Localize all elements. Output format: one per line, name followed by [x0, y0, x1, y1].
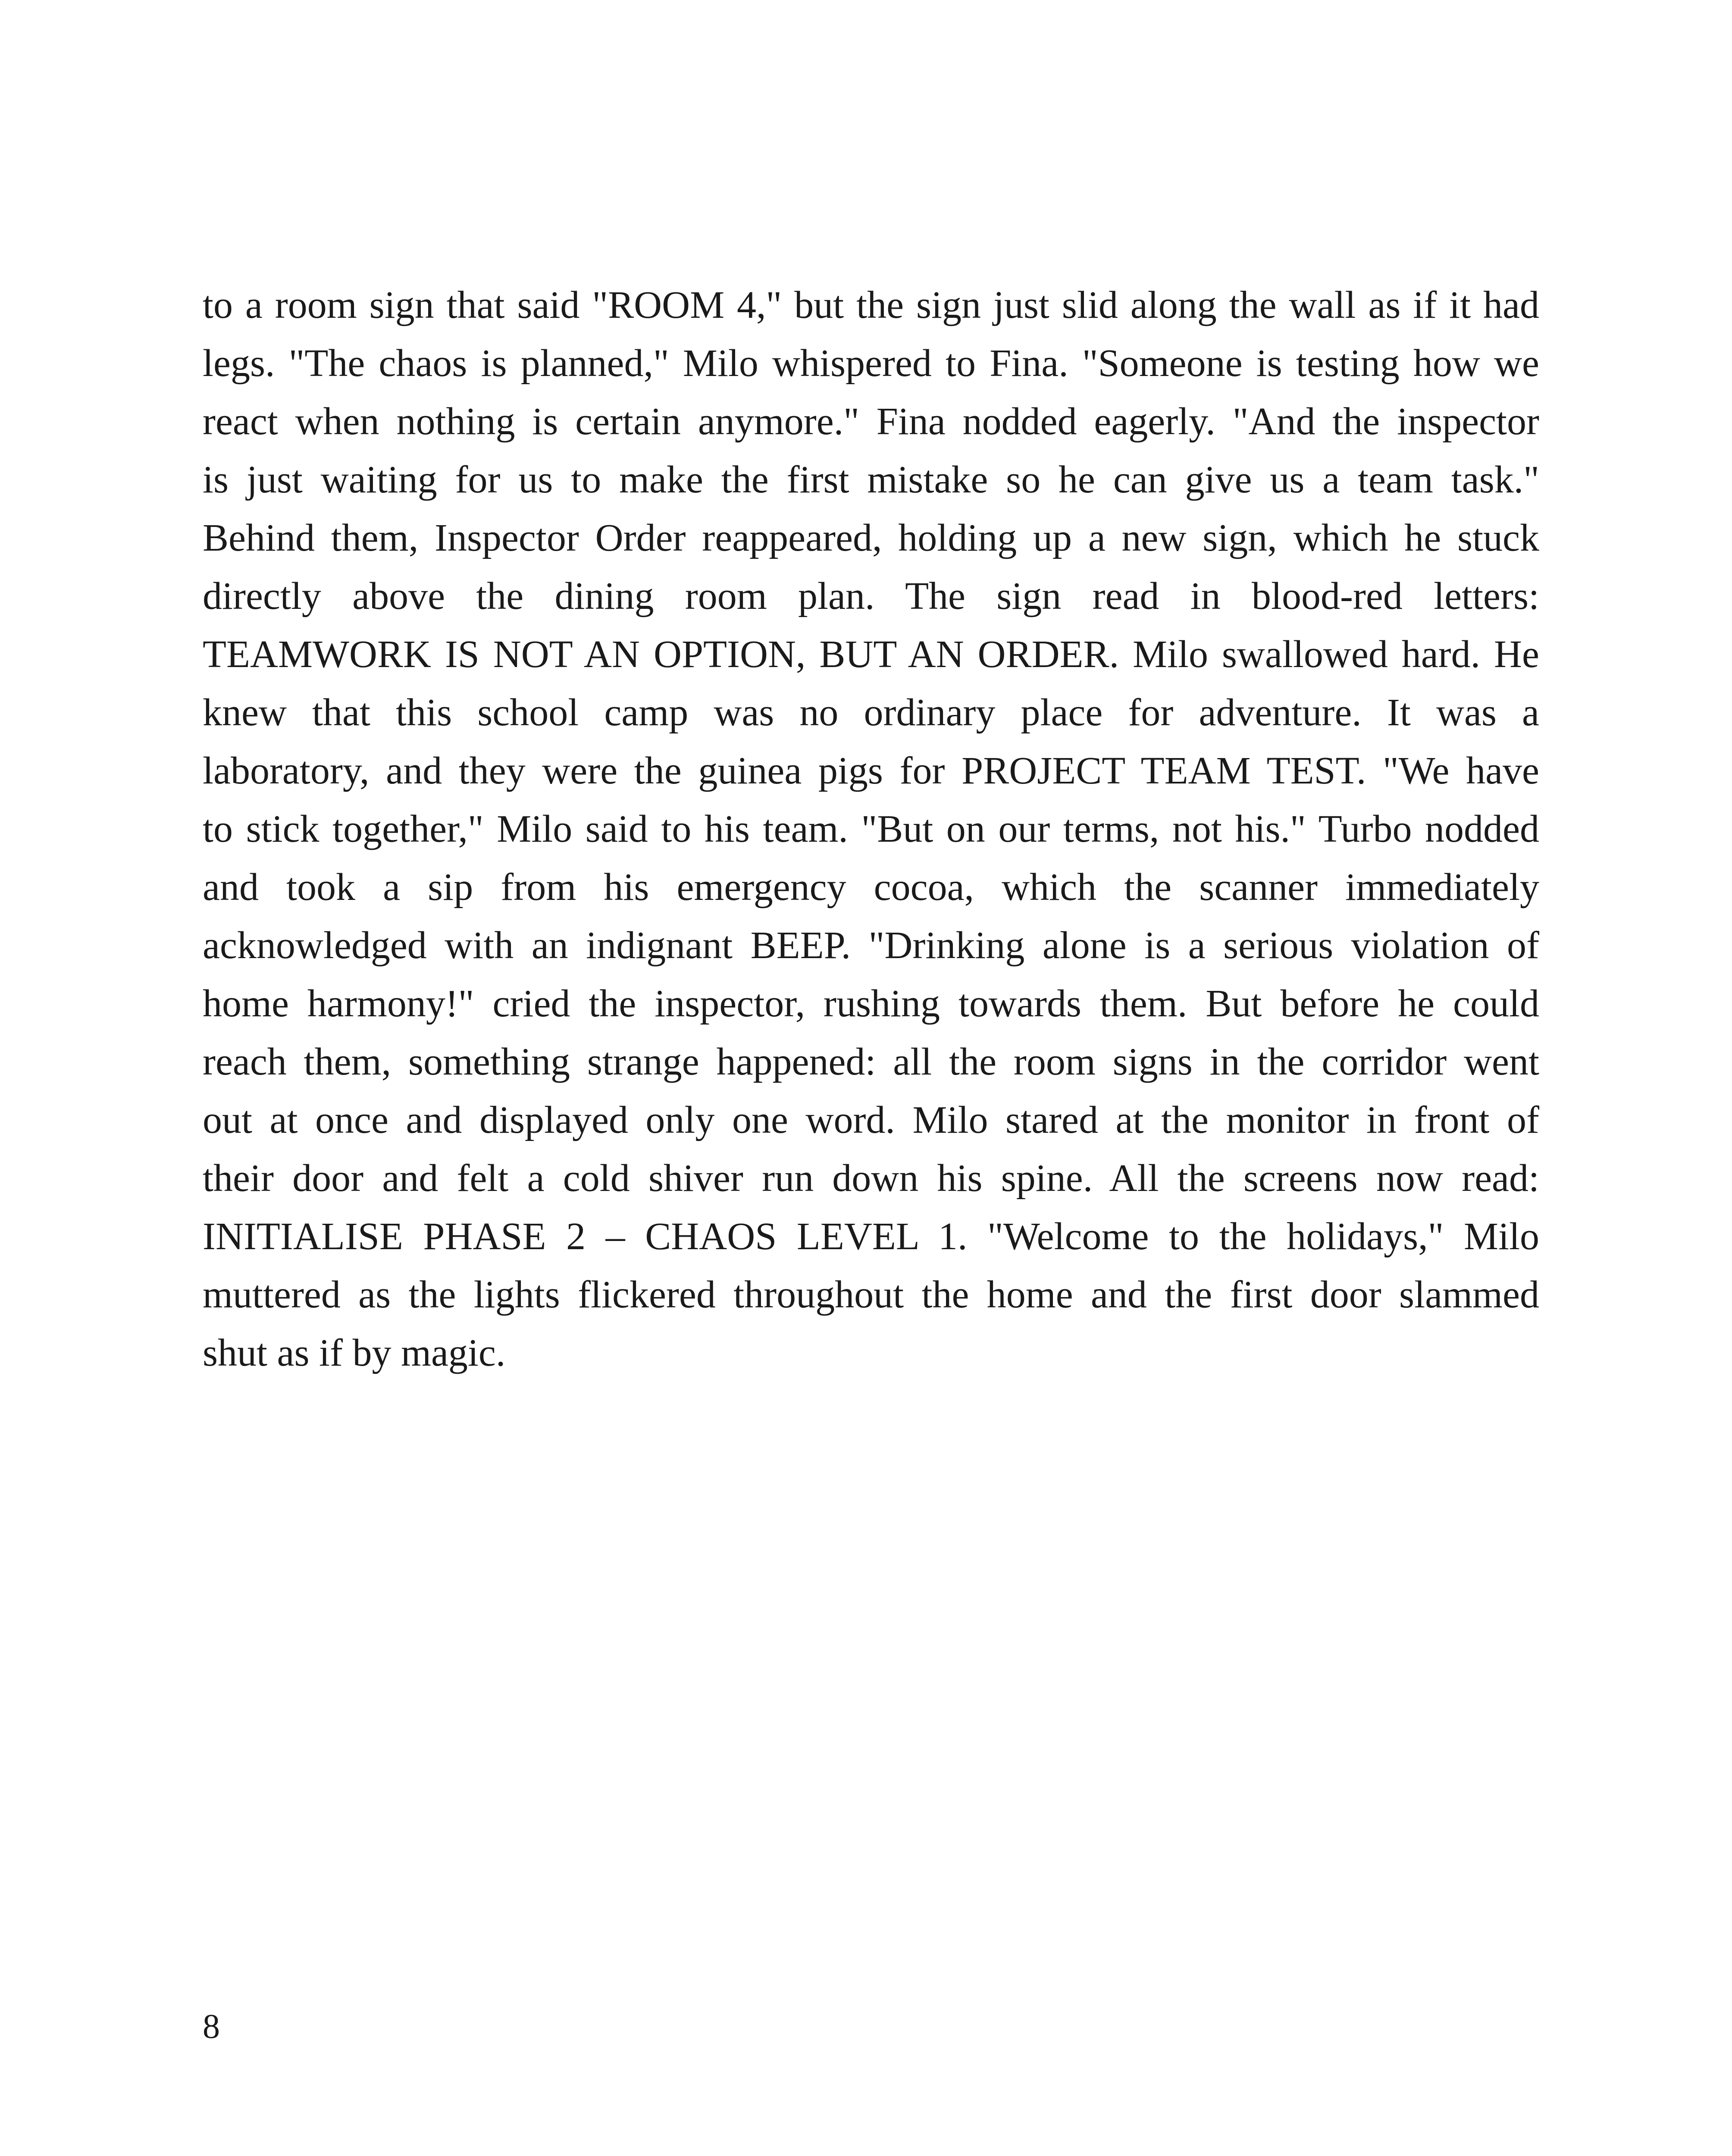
text-line: their door and felt a cold shiver run down his spine. All the screens now read:: [203, 1157, 1539, 1200]
text-line: and took a sip from his emergency cocoa, which the scanner immediately: [203, 866, 1539, 909]
text-line: laboratory, and they were the guinea pigs for PROJECT TEAM TEST. "We have: [203, 749, 1539, 792]
text-line: shut as if by magic.: [203, 1332, 506, 1374]
text-line: react when nothing is certain anymore." Fina nodded eagerly. "And the inspector: [203, 400, 1539, 443]
text-line: to stick together," Milo said to his team. "But on our terms, not his." Turbo nodded: [203, 808, 1539, 850]
text-line: Behind them, Inspector Order reappeared, holding up a new sign, which he stuck: [203, 517, 1539, 559]
text-line: acknowledged with an indignant BEEP. "Drinking alone is a serious violation of: [203, 924, 1539, 967]
text-line: home harmony!" cried the inspector, rushing towards them. But before he could: [203, 982, 1539, 1025]
body-paragraph: [203, 276, 1539, 1382]
text-line: legs. "The chaos is planned," Milo whispered to Fina. "Someone is testing how we: [203, 342, 1539, 385]
text-line: to a room sign that said "ROOM 4," but the sign just slid along the wall as if it had: [203, 284, 1539, 326]
text-line: reach them, something strange happened: all the room signs in the corridor went: [203, 1040, 1539, 1083]
text-line: INITIALISE PHASE 2 – CHAOS LEVEL 1. "Welcome to the holidays," Milo: [203, 1215, 1539, 1258]
text-line: knew that this school camp was no ordinary place for adventure. It was a: [203, 691, 1539, 734]
text-line: TEAMWORK IS NOT AN OPTION, BUT AN ORDER. Milo swallowed hard. He: [203, 633, 1539, 676]
text-line: directly above the dining room plan. The sign read in blood-red letters:: [203, 575, 1539, 617]
page-number: 8: [203, 2008, 220, 2046]
text-line: is just waiting for us to make the first mistake so he can give us a team task.": [203, 458, 1539, 501]
text-line: out at once and displayed only one word. Milo stared at the monitor in front of: [203, 1099, 1539, 1141]
text-line: muttered as the lights flickered throughout the home and the first door slammed: [203, 1273, 1539, 1316]
